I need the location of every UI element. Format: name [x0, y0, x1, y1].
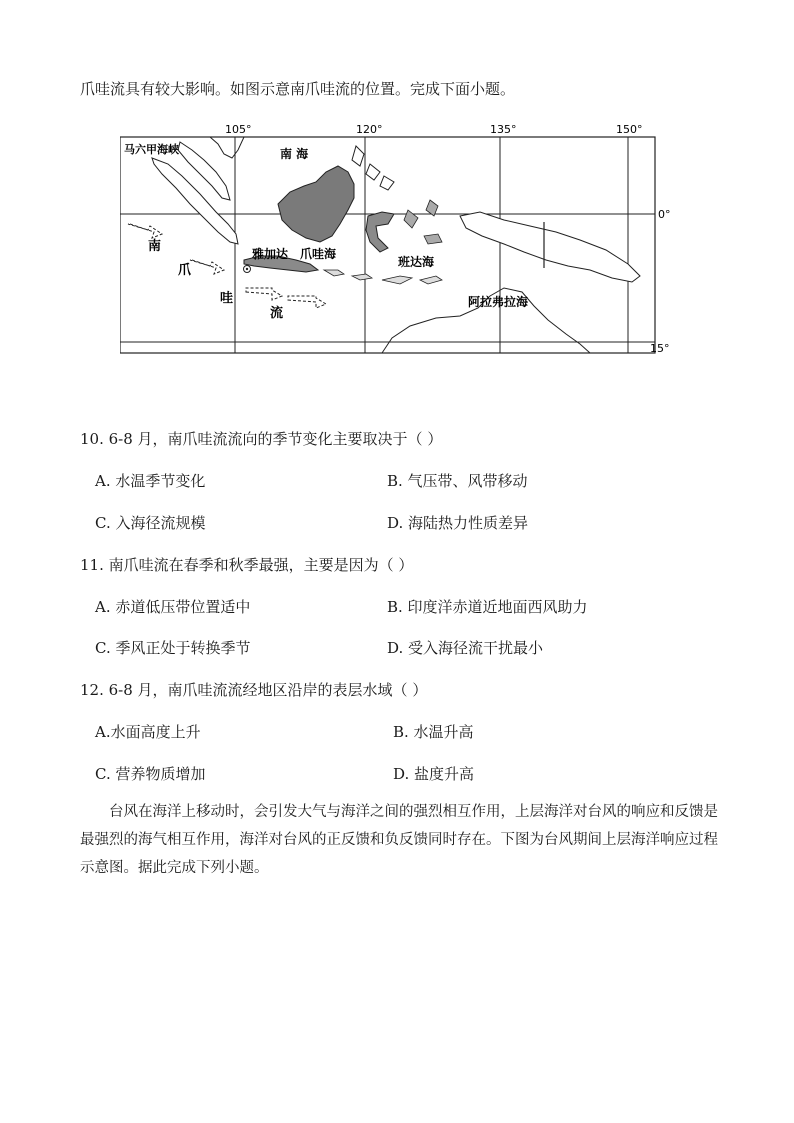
label-current-char-3: 哇: [220, 291, 234, 306]
question-10-option-c[interactable]: C. 入海径流规模: [95, 514, 206, 532]
question-11-option-a[interactable]: A. 赤道低压带位置适中: [95, 598, 251, 616]
question-10-option-d[interactable]: D. 海陆热力性质差异: [387, 514, 529, 532]
question-12-option-a[interactable]: A.水面高度上升: [95, 723, 201, 741]
new-guinea-landmass: [460, 212, 640, 282]
current-arrow-2: [190, 260, 224, 274]
lat-15-label: 15°: [650, 342, 670, 355]
intro-text: 爪哇流具有较大影响。如图示意南爪哇流的位置。完成下面小题。: [80, 80, 516, 98]
south-java-current-map: [120, 120, 680, 370]
sulawesi-landmass: [366, 212, 394, 252]
label-current-char-1: 南: [148, 239, 162, 254]
lon-150-label: 150°: [616, 123, 643, 136]
question-10-option-a[interactable]: A. 水温季节变化: [95, 472, 206, 490]
borneo-landmass: [278, 166, 354, 242]
question-12-stem: 12. 6-8 月，南爪哇流流经地区沿岸的表层水域（ ）: [80, 681, 428, 699]
current-arrow-4: [288, 296, 326, 308]
lon-105-label: 105°: [225, 123, 252, 136]
question-11-option-c[interactable]: C. 季风正处于转换季节: [95, 639, 251, 657]
typhoon-paragraph: 台风在海洋上移动时，会引发大气与海洋之间的强烈相互作用，上层海洋对台风的响应和反馈是最强烈的海气相互作用，海洋对台风的正反馈和负反馈同时存在。下图为台风期间上层海洋响应过程示意图。据此完成下列小题。: [80, 804, 718, 876]
question-12-option-c[interactable]: C. 营养物质增加: [95, 765, 206, 783]
jakarta-dot: [246, 268, 248, 270]
moluccas-islands: [404, 200, 442, 244]
question-12-option-d[interactable]: D. 盐度升高: [393, 765, 475, 783]
label-malacca-strait: 马六甲海峡: [124, 143, 179, 156]
lat-0-label: 0°: [658, 208, 671, 221]
label-banda-sea: 班达海: [398, 255, 435, 269]
lon-120-label: 120°: [356, 123, 383, 136]
label-current-char-2: 爪: [178, 263, 192, 278]
question-10-stem: 10. 6-8 月，南爪哇流流向的季节变化主要取决于（ ）: [80, 430, 443, 448]
question-11-stem: 11. 南爪哇流在春季和秋季最强，主要是因为（ ）: [80, 556, 414, 574]
question-11-option-d[interactable]: D. 受入海径流干扰最小: [387, 639, 544, 657]
label-arafura-sea: 阿拉弗拉海: [468, 295, 529, 309]
indochina-coast: [210, 137, 244, 158]
question-12-option-b[interactable]: B. 水温升高: [393, 723, 474, 741]
sumatra-landmass: [152, 158, 238, 244]
question-10-option-b[interactable]: B. 气压带、风带移动: [387, 472, 528, 490]
question-11-option-b[interactable]: B. 印度洋赤道近地面西风助力: [387, 598, 588, 616]
label-jakarta: 雅加达: [252, 247, 289, 261]
label-java-sea: 爪哇海: [300, 247, 337, 261]
current-arrow-1: [128, 224, 162, 238]
lesser-sunda-islands: [324, 270, 442, 284]
label-current-char-4: 流: [270, 306, 284, 321]
lon-135-label: 135°: [490, 123, 517, 136]
philippines-islands: [352, 146, 394, 190]
label-south-china-sea: 南 海: [280, 147, 309, 161]
current-arrow-3: [246, 288, 282, 300]
